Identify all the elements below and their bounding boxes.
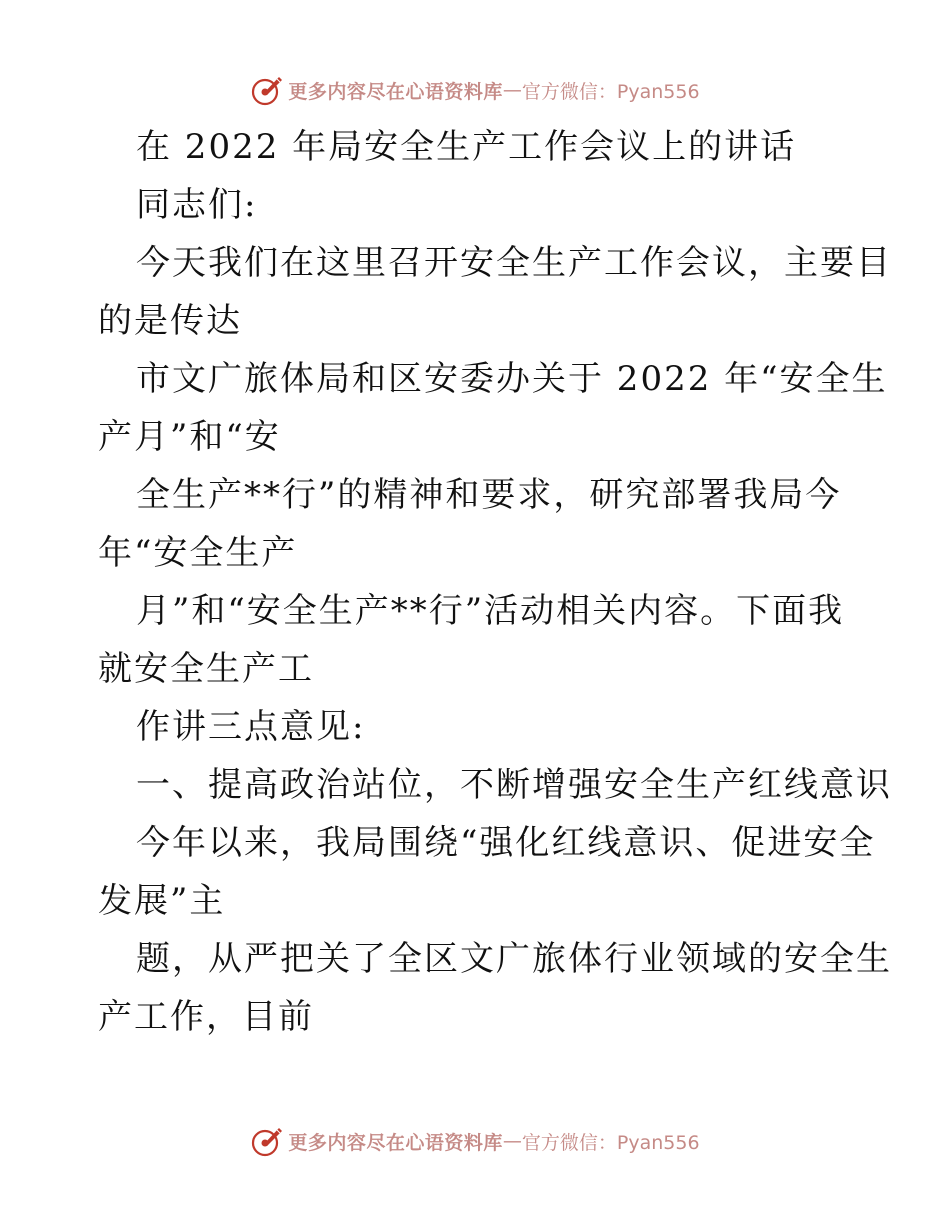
- pen-logo-icon: [250, 1124, 284, 1158]
- watermark-separator: —: [502, 79, 522, 101]
- paragraph-line: 产工作，目前: [98, 997, 314, 1037]
- paragraph-line: 今年以来，我局围绕“强化红线意识、促进安全: [136, 823, 876, 863]
- paragraph-line: 作讲三点意见:: [136, 707, 366, 747]
- section-heading: 一、提高政治站位，不断增强安全生产红线意识: [136, 765, 892, 805]
- paragraph-line: 的是传达: [98, 301, 242, 341]
- footer-watermark: [0, 1121, 950, 1161]
- paragraph-line: 题，从严把关了全区文广旅体行业领域的安全生: [136, 939, 892, 979]
- header-watermark: [0, 70, 950, 110]
- paragraph-line: 全生产**行”的精神和要求，研究部署我局今: [136, 475, 842, 515]
- paragraph-line: 产月”和“安: [98, 417, 281, 457]
- watermark-weixin: 官方微信：Pyan556: [521, 80, 700, 103]
- paragraph-line: 年“安全生产: [98, 533, 298, 573]
- paragraph-line: 今天我们在这里召开安全生产工作会议，主要目: [136, 243, 892, 283]
- watermark-weixin: 官方微信：Pyan556: [521, 1131, 700, 1154]
- watermark-text: 更多内容尽在心语资料库: [288, 1131, 503, 1154]
- watermark-text: 更多内容尽在心语资料库: [288, 80, 503, 103]
- paragraph-line: 月”和“安全生产**行”活动相关内容。下面我: [136, 591, 845, 631]
- pen-logo-icon: [250, 73, 284, 107]
- paragraph-line: 发展”主: [98, 881, 226, 921]
- watermark-separator: —: [502, 1130, 522, 1152]
- salutation: 同志们:: [136, 185, 258, 225]
- paragraph-line: 就安全生产工: [98, 649, 314, 689]
- document-title: 在 2022 年局安全生产工作会议上的讲话: [136, 127, 797, 167]
- paragraph-line: 市文广旅体局和区安委办关于 2022 年“安全生: [136, 359, 888, 399]
